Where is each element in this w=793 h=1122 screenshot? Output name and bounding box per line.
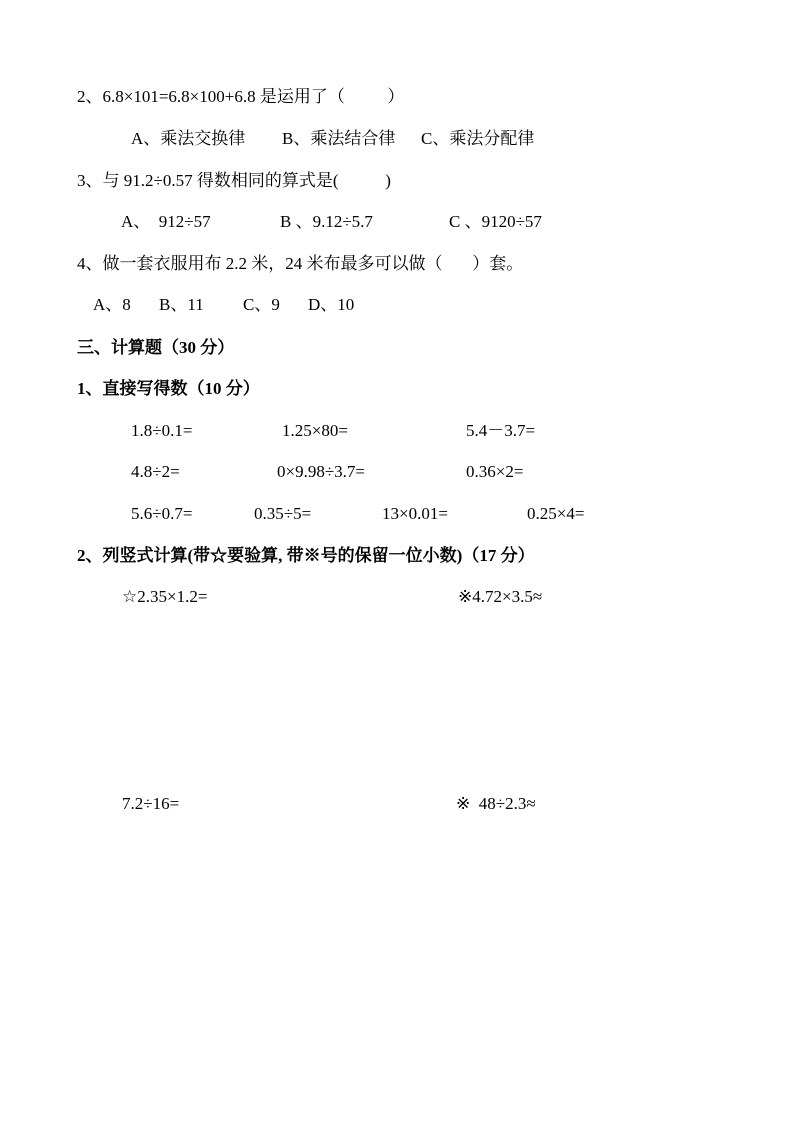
question-2-text: 2、6.8×101=6.8×100+6.8 是运用了（ ） bbox=[77, 87, 405, 106]
direct-item: 0.25×4= bbox=[527, 504, 585, 523]
part-1-title: 1、直接写得数（10 分） bbox=[77, 379, 260, 398]
direct-item: 0.35÷5= bbox=[254, 504, 312, 523]
question-3-option-a: A、 912÷57 bbox=[121, 212, 211, 231]
direct-item: 5.4－3.7= bbox=[466, 421, 536, 440]
direct-item: 0×9.98÷3.7= bbox=[277, 462, 366, 481]
direct-item: 4.8÷2= bbox=[131, 462, 180, 481]
vertical-problem: ※4.72×3.5≈ bbox=[458, 587, 543, 606]
question-2-option-a: A、乘法交换律 bbox=[131, 129, 246, 148]
question-3-option-b: B 、9.12÷5.7 bbox=[280, 212, 373, 231]
question-4-option-c: C、9 bbox=[243, 295, 280, 314]
part-2-title: 2、列竖式计算(带☆要验算, 带※号的保留一位小数)（17 分） bbox=[77, 546, 535, 565]
question-4-option-d: D、10 bbox=[308, 295, 355, 314]
vertical-problem: ※ 48÷2.3≈ bbox=[456, 794, 536, 813]
question-3-option-c: C 、9120÷57 bbox=[449, 212, 542, 231]
direct-item: 1.8÷0.1= bbox=[131, 421, 193, 440]
question-3-text: 3、与 91.2÷0.57 得数相同的算式是( ) bbox=[77, 171, 391, 190]
question-4-option-a: A、8 bbox=[93, 295, 131, 314]
section-3-title: 三、计算题（30 分） bbox=[77, 338, 235, 357]
direct-item: 0.36×2= bbox=[466, 462, 524, 481]
question-4-option-b: B、11 bbox=[159, 295, 204, 314]
direct-item: 5.6÷0.7= bbox=[131, 504, 193, 523]
direct-item: 13×0.01= bbox=[382, 504, 448, 523]
direct-item: 1.25×80= bbox=[282, 421, 348, 440]
question-2-option-c: C、乘法分配律 bbox=[421, 129, 535, 148]
question-2-option-b: B、乘法结合律 bbox=[282, 129, 396, 148]
vertical-problem: ☆2.35×1.2= bbox=[122, 587, 208, 606]
question-4-text: 4、做一套衣服用布 2.2 米，24 米布最多可以做（ ）套。 bbox=[77, 254, 524, 273]
vertical-problem: 7.2÷16= bbox=[122, 794, 180, 813]
